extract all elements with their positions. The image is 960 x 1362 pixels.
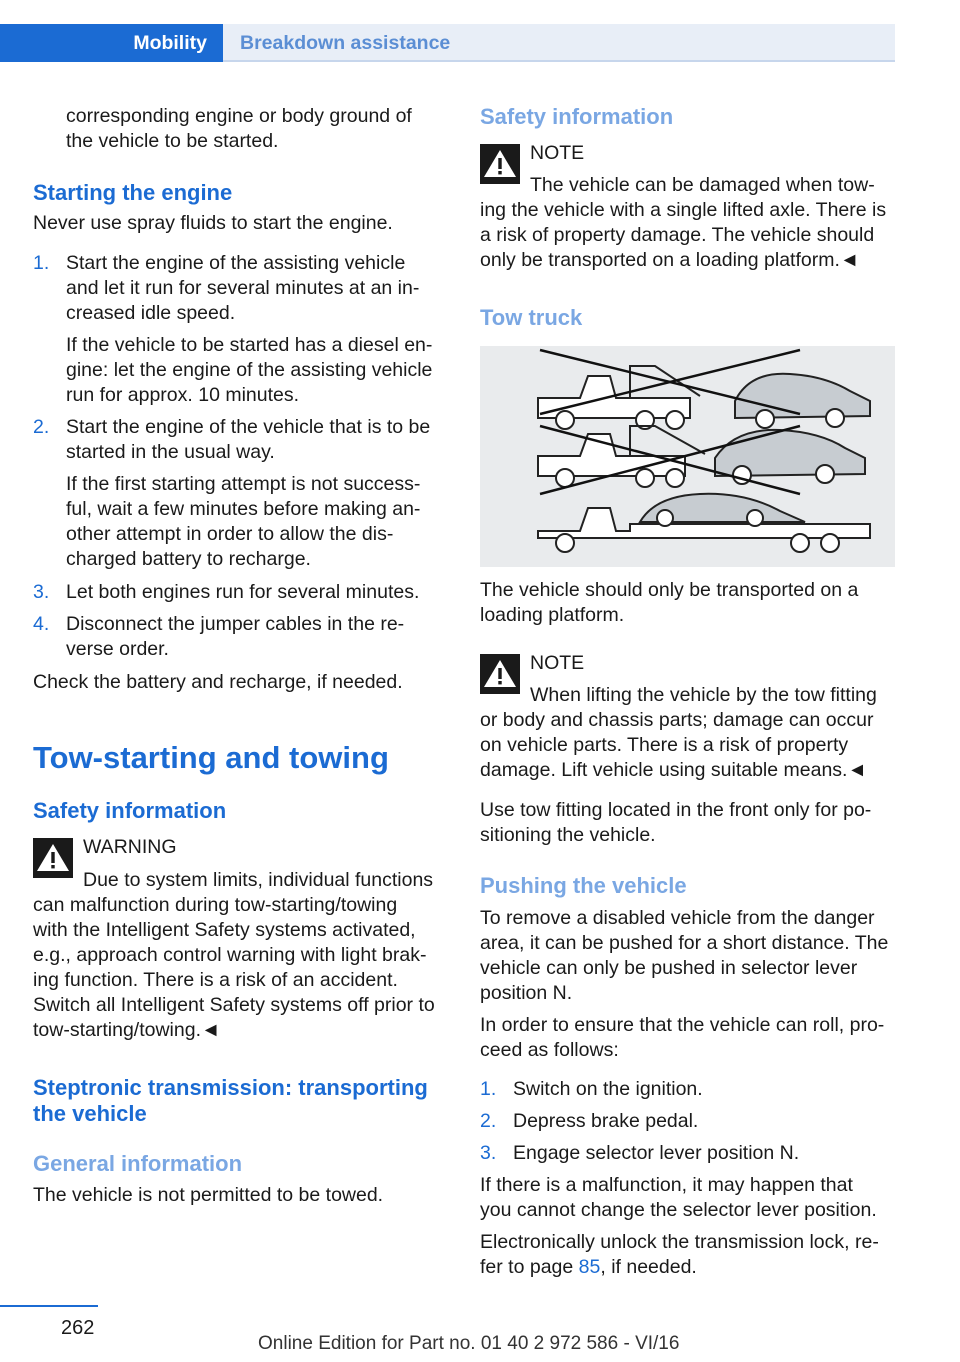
tow-starting-heading: Tow-starting and towing	[33, 740, 389, 775]
note-label: NOTE	[530, 142, 585, 164]
tow-truck-heading: Tow truck	[480, 305, 583, 330]
warning-triangle-icon	[480, 654, 520, 694]
tow-truck-illustration	[480, 346, 895, 567]
footer-divider	[0, 1305, 98, 1307]
note-first-line: When lifting the vehicle by the tow fitting	[530, 684, 877, 706]
page-number: 262	[61, 1317, 95, 1339]
unlock-text: Electronically unlock the transmission lock, re‐ fer to page 85, if needed.	[480, 1231, 879, 1278]
note-first-line: The vehicle can be damaged when tow‐	[530, 174, 875, 196]
note-label: NOTE	[530, 652, 585, 674]
starting-engine-heading: Starting the engine	[33, 180, 233, 205]
note-text: or body and chassis parts; damage can occur on vehicle parts. There is a risk of property damage. Lift vehicle using suitable means.◄	[480, 709, 874, 781]
warning-triangle-icon	[480, 144, 520, 184]
tow-fitting-text: Use tow fitting located in the front only for po‐ sitioning the vehicle.	[480, 799, 872, 846]
warning-first-line: Due to system limits, individual functions	[83, 869, 434, 891]
page-reference-link[interactable]: 85	[578, 1256, 601, 1278]
intro-paragraph: corresponding engine or body ground of the vehicle to be started.	[66, 105, 412, 152]
header-section-tab[interactable]: Mobility	[0, 24, 223, 62]
pushing-text: To remove a disabled vehicle from the danger area, it can be pushed for a short distance. The vehicle can only be pushed in selector lever position N.	[480, 907, 889, 1004]
roll-text: In order to ensure that the vehicle can roll, pro‐ ceed as follows:	[480, 1014, 885, 1061]
note-text: ing the vehicle with a single lifted axle. There is a risk of property damage. The vehicle should only be transported on a loading platform.◄	[480, 199, 887, 271]
footer-edition: Online Edition for Part no. 01 40 2 972 586 - VI/16	[258, 1333, 680, 1354]
warning-triangle-icon	[33, 838, 73, 878]
warning-label: WARNING	[83, 836, 177, 858]
steptronic-heading: Steptronic transmission: transporting the vehicle	[33, 1075, 428, 1126]
general-information-text: The vehicle is not permitted to be towed.	[33, 1184, 384, 1206]
figure-caption: The vehicle should only be transported on a loading platform.	[480, 579, 859, 626]
malfunction-text: If there is a malfunction, it may happen that you cannot change the selector lever position.	[480, 1174, 877, 1221]
check-battery-text: Check the battery and recharge, if needed.	[33, 671, 403, 693]
general-information-heading: General information	[33, 1151, 243, 1176]
tow-truck-figure	[480, 346, 895, 567]
header-divider	[223, 60, 895, 62]
left-safety-heading: Safety information	[33, 798, 227, 823]
starting-engine-text: Never use spray fluids to start the engine.	[33, 212, 393, 234]
pushing-heading: Pushing the vehicle	[480, 873, 687, 898]
header-subsection-tab[interactable]: Breakdown assistance	[223, 24, 895, 62]
warning-text: can malfunction during tow-starting/towing with the Intelligent Safety systems activated, e.g., approach control warning with light brak‐ ing function. There is a risk of an accident. Switch all Intelligent Safety systems off prior to tow-starting/towing.◄	[33, 894, 435, 1041]
right-safety-heading: Safety information	[480, 104, 674, 129]
